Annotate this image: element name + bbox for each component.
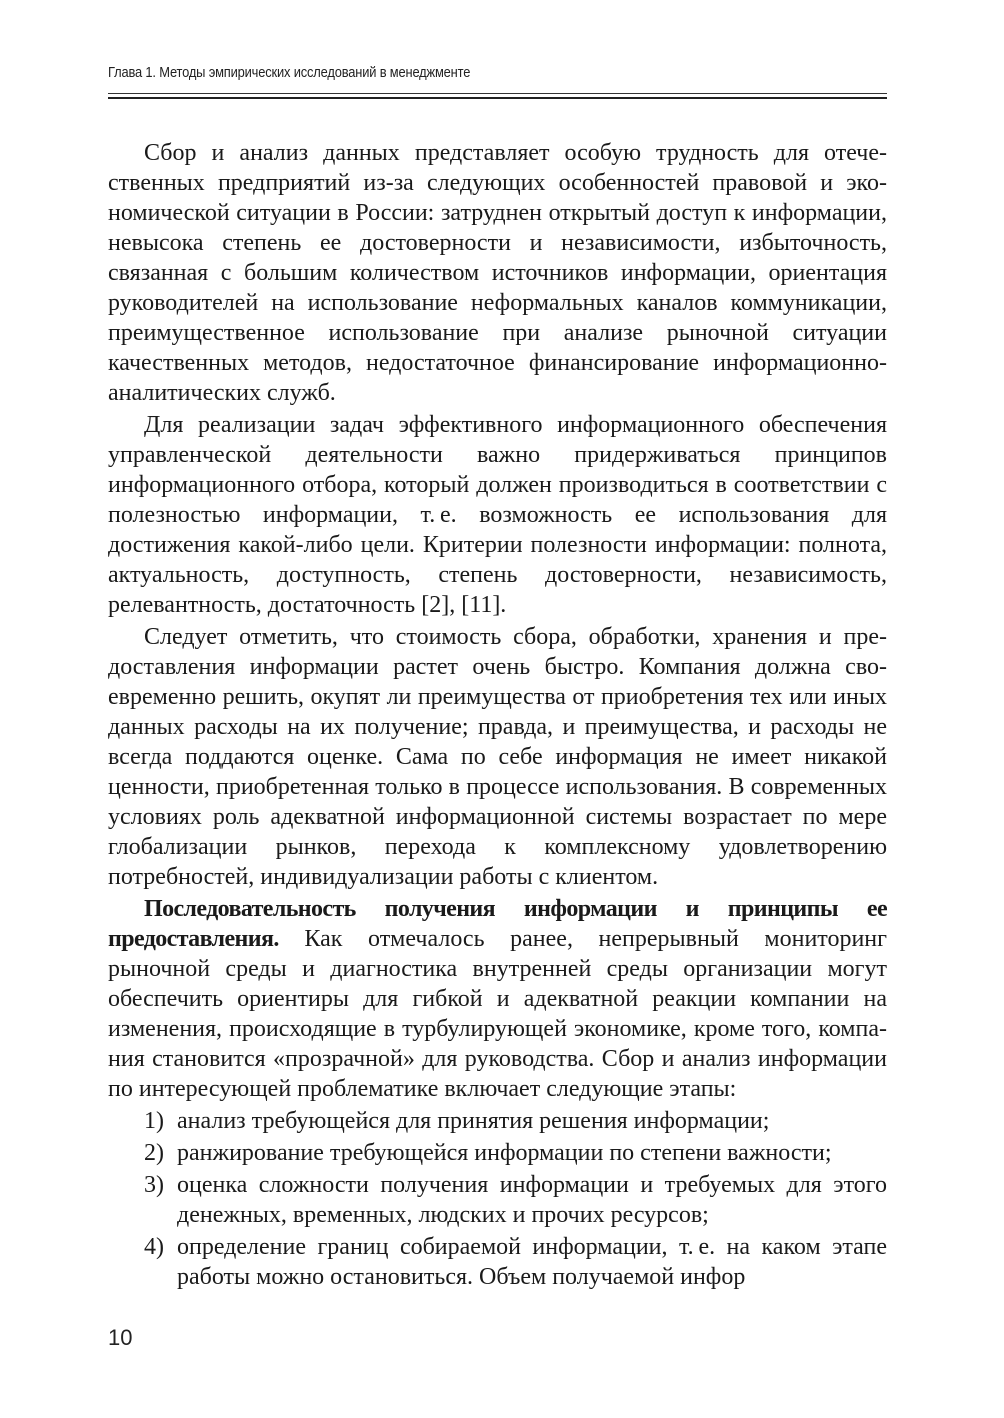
list-item-text: анализ требующейся для принятия решения информации; xyxy=(177,1108,770,1134)
list-item-text: оценка сложности получения информации и требуемых для этого денежных, временных, людских и прочих ресурсов; xyxy=(177,1172,887,1228)
paragraph: Сбор и анализ данных представляет особую трудность для отечественных предприятий из-за следующих особенностей правовой и экономической ситуации в России: затруднен открытый доступ к информации, невысока степень ее достоверности и независимости, избыточность, связанная с большим количеством источников информации, ориентация руководителей на использование неформальных каналов коммуникации, преимущественное использование при анализе рыночной ситуации качественных методов, недостаточное финансирование информационно-аналитических служб. xyxy=(108,140,887,406)
paragraph: Следует отметить, что стоимость сбора, обработки, хранения и предоставления информации растет очень быстро. Компания должна своевременно решить, окупят ли преимущества от приобретения тех или иных данных расходы на их получение; правда, и преимущества, и расходы не всегда поддаются оценке. Сама по себе информация не имеет никакой ценности, приобретенная только в процессе использования. В современных условиях роль адекватной информационной системы возрастает по мере глобализации рынков, перехода к комплексному удовлетворению потребностей, индивидуализации работы с клиентом. xyxy=(108,624,887,890)
list-item-text: определение границ собираемой информации, т. е. на каком этапе работы можно остановиться. Объем получаемой инфор xyxy=(177,1234,887,1290)
list-item-number: 4) xyxy=(144,1234,164,1260)
header-rule-thin xyxy=(108,93,887,94)
section-text: Как отмечалось ранее, непрерывный мониторинг рыночной среды и диагностика внутренней среды организации могут обеспечить ориентиры для гибкой и адекватной реакции компании на изменения, происходящие в турбулирующей экономике, кроме того, компания становится «прозрачной» для руководства. Сбор и анализ информации по интересующей проблематике включает следующие этапы: xyxy=(108,926,887,1102)
list-item xyxy=(108,1232,887,1292)
list-item-text: ранжирование требующейся информации по степени важности; xyxy=(177,1140,832,1166)
section-paragraph xyxy=(108,894,887,1104)
section-lead-heading: Последовательность получения информации и принципы ее предоставления. xyxy=(108,896,887,952)
list-item xyxy=(108,1138,887,1168)
list-item xyxy=(108,1106,887,1136)
paragraph: Для реализации задач эффективного информационного обеспечения управленческой деятельности важно придерживаться принципов информационного отбора, который должен производиться в соответствии с полезностью информации, т. е. возможность ее использования для достижения какой-либо цели. Критерии полезности информации: полнота, актуальность, доступность, степень достоверности, независимость, релевантность, достаточность [2], [11]. xyxy=(108,412,887,618)
running-head: Глава 1. Методы эмпирических исследований в менеджменте xyxy=(108,64,471,81)
list-item-number: 1) xyxy=(144,1108,164,1134)
body-text xyxy=(108,138,887,1294)
header-rule-thick xyxy=(108,97,887,99)
list-item-number: 3) xyxy=(144,1172,164,1198)
list-item-number: 2) xyxy=(144,1140,164,1166)
page-number: 10 xyxy=(108,1325,133,1350)
list-item xyxy=(108,1170,887,1230)
stages-list xyxy=(108,1106,887,1292)
